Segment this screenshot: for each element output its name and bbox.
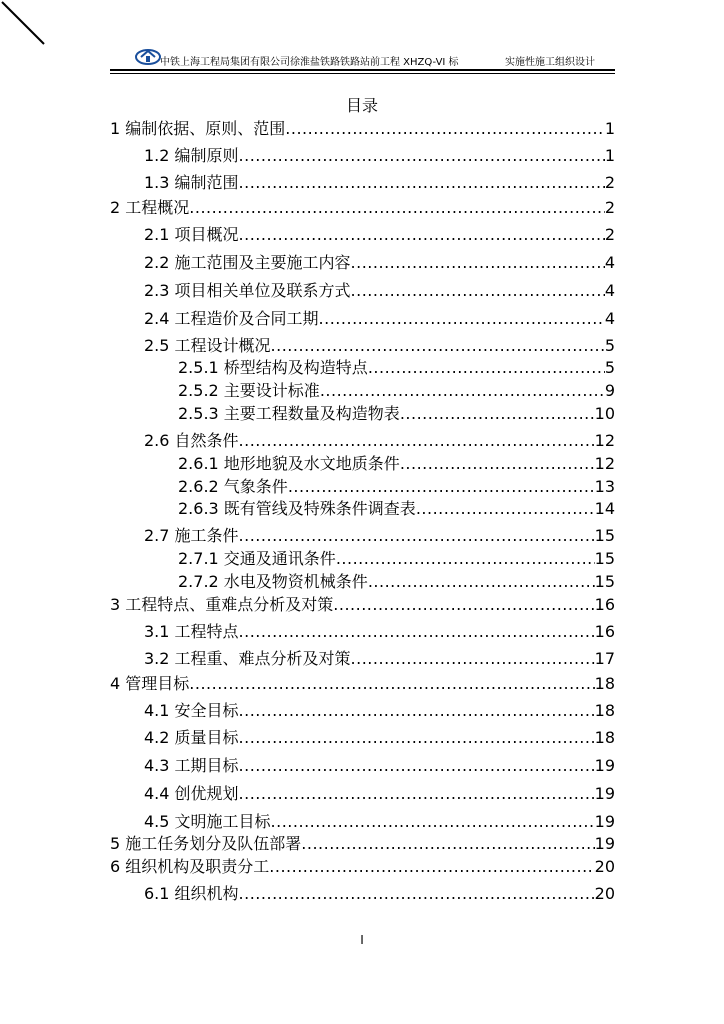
header-doc-type: 实施性施工组织设计: [505, 57, 595, 68]
toc-entry[interactable]: 6 组织机构及职责分工 ..... 20: [110, 855, 615, 877]
toc-entry[interactable]: 2.5.2 主要设计标准 ..... 9: [178, 379, 615, 401]
toc-entry[interactable]: 6.1 组织机构 ..... 20: [144, 882, 615, 904]
toc-entry[interactable]: 2.7.2 水电及物资机械条件 ..... 15: [178, 570, 615, 592]
toc-entry[interactable]: 3 工程特点、重难点分析及对策 ..... 16: [110, 593, 615, 615]
toc-entry[interactable]: 3.2 工程重、难点分析及对策 ..... 17: [144, 647, 615, 669]
toc-entry[interactable]: 5 施工任务划分及队伍部署 ..... 19: [110, 832, 615, 854]
toc-entry[interactable]: 4.1 安全目标 ..... 18: [144, 699, 615, 721]
company-logo-icon: [135, 48, 161, 66]
toc-entry[interactable]: 2.6.1 地形地貌及水文地质条件 ..... 12: [178, 452, 615, 474]
toc-entry[interactable]: 2.5.3 主要工程数量及构造物表 ..... 10: [178, 402, 615, 424]
toc-entry[interactable]: 2.6 自然条件 ..... 12: [144, 429, 615, 451]
toc-entry[interactable]: 4.3 工期目标 ..... 19: [144, 754, 615, 776]
toc-entry[interactable]: 2.7.1 交通及通讯条件 ..... 15: [178, 547, 615, 569]
toc-entry[interactable]: 2 工程概况 ..... 2: [110, 196, 615, 218]
toc-entry[interactable]: 2.2 施工范围及主要施工内容 ..... 4: [144, 251, 615, 273]
header-rule-thin: [110, 73, 615, 74]
toc-entry[interactable]: 1 编制依据、原则、范围 ..... 1: [110, 117, 615, 139]
toc-entry[interactable]: 3.1 工程特点 ..... 16: [144, 620, 615, 642]
toc-entry[interactable]: 4 管理目标 ..... 18: [110, 672, 615, 694]
toc-entry[interactable]: 2.5 工程设计概况 ..... 5: [144, 334, 615, 356]
toc-entry[interactable]: 2.6.3 既有管线及特殊条件调查表 ..... 14: [178, 497, 615, 519]
toc-entry[interactable]: 1.3 编制范围 ..... 2: [144, 171, 615, 193]
page-number: I: [360, 933, 364, 947]
toc-entry[interactable]: 4.4 创优规划 ..... 19: [144, 782, 615, 804]
toc-entry[interactable]: 2.3 项目相关单位及联系方式 ..... 4: [144, 279, 615, 301]
toc-entry[interactable]: 2.7 施工条件 ..... 15: [144, 524, 615, 546]
toc-entry[interactable]: 2.1 项目概况 ..... 2: [144, 223, 615, 245]
toc-entry[interactable]: 4.5 文明施工目标 ..... 19: [144, 810, 615, 832]
toc-entry[interactable]: 2.6.2 气象条件 ..... 13: [178, 475, 615, 497]
toc-entry[interactable]: 1.2 编制原则 ..... 1: [144, 144, 615, 166]
toc-entry[interactable]: 4.2 质量目标 ..... 18: [144, 726, 615, 748]
header-rule-thick: [110, 69, 615, 71]
toc-entry[interactable]: 2.4 工程造价及合同工期 ..... 4: [144, 307, 615, 329]
toc-title: 目录: [345, 96, 378, 115]
toc-entry[interactable]: 2.5.1 桥型结构及构造特点 ..... 5: [178, 356, 615, 378]
corner-crop-mark: [0, 0, 48, 48]
header-company-text: 中铁上海工程局集团有限公司徐淮盐铁路铁路站前工程 XHZQ-VI 标: [160, 57, 459, 68]
page-header: [110, 48, 615, 76]
